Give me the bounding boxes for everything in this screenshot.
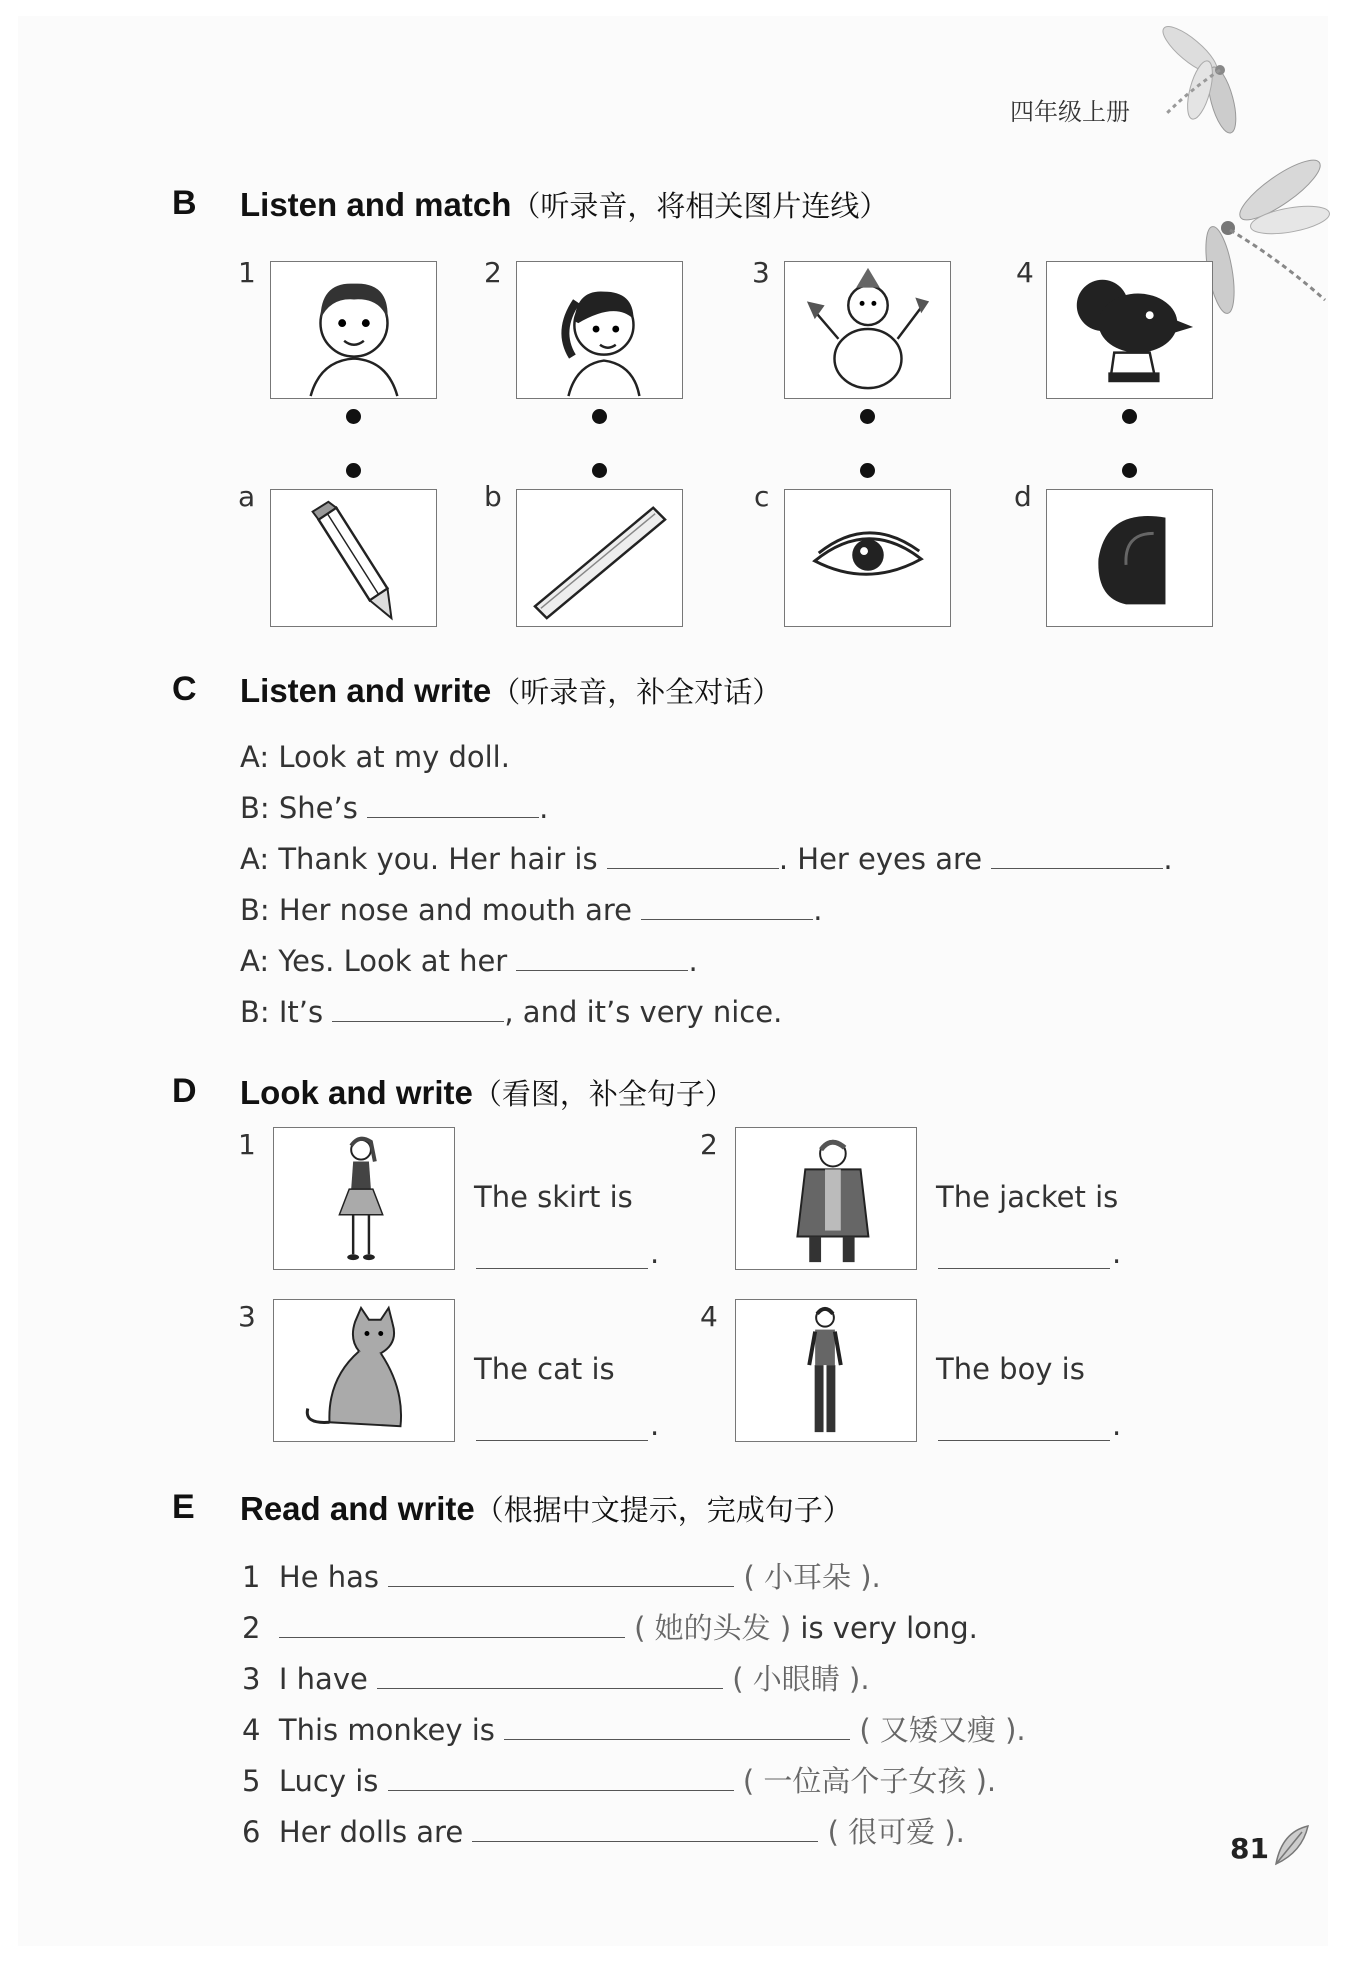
e-item-hint: ( 很可爱 ). [827,1815,965,1849]
match-num-1: 1 [238,256,256,289]
book-tag: 四年级上册 [1010,98,1130,126]
dragonfly-icon [1150,20,1260,150]
answer-blank[interactable] [516,946,688,971]
section-c-title-en: Listen and write [240,672,492,709]
section-b-letter: B [172,184,197,222]
answer-blank[interactable] [476,1438,648,1441]
answer-blank[interactable] [476,1266,648,1269]
boy-in-jacket-picture [735,1127,917,1270]
section-b-title-cn: （听录音，将相关图片连线） [511,189,889,223]
e-item-4 [242,1708,1026,1749]
d-period: . [650,1236,660,1270]
e-item-num: 4 [242,1713,261,1747]
match-dot[interactable] [346,409,361,424]
e-item-5 [242,1759,996,1800]
dialog-line-3 [240,842,1173,876]
section-b-title-en: Listen and match [240,186,512,223]
dialog-line-4 [240,893,822,927]
e-item-text: Lucy is [278,1764,379,1798]
dialog-text: . [688,944,698,978]
section-e-title-en: Read and write [240,1490,475,1527]
girl-in-skirt-icon [274,1128,454,1269]
girl-face-picture [516,261,683,399]
match-dot[interactable] [1122,463,1137,478]
d-item-num-3: 3 [238,1300,256,1333]
dialog-text: B: It’s [240,995,324,1029]
e-item-1 [242,1555,881,1596]
e-item-text: Her dolls are [278,1815,464,1849]
e-item-text: This monkey is [278,1713,495,1747]
eye-icon [785,490,950,626]
answer-blank[interactable] [367,793,539,818]
e-item-6 [242,1810,965,1851]
match-dot[interactable] [592,409,607,424]
dialog-text: A: Yes. Look at her [240,944,508,978]
match-dot[interactable] [860,463,875,478]
section-c-title-cn: （听录音，补全对话） [491,675,782,709]
e-item-num: 3 [242,1662,261,1696]
match-num-3: 3 [752,256,770,289]
dialog-line-2 [240,791,548,825]
section-e-title [240,1488,852,1529]
answer-blank[interactable] [388,1766,734,1791]
section-e-letter: E [172,1488,195,1526]
snowman-icon [785,262,950,398]
match-dot[interactable] [1122,409,1137,424]
e-item-hint: ( 她的头发 ) [634,1611,792,1645]
mouse-picture [1046,261,1213,399]
answer-blank[interactable] [607,844,779,869]
d-period: . [1112,1236,1122,1270]
e-item-num: 2 [242,1611,261,1645]
e-item-hint: ( 一位高个子女孩 ). [742,1764,997,1798]
e-item-2 [242,1606,978,1647]
ruler-picture [516,489,683,627]
boy-face-icon [271,262,436,398]
match-letter-c: c [754,480,770,513]
match-letter-d: d [1014,480,1032,513]
match-num-2: 2 [484,256,502,289]
pencil-picture [270,489,437,627]
answer-blank[interactable] [332,997,504,1022]
e-item-hint: ( 又矮又瘦 ). [859,1713,1026,1747]
answer-blank[interactable] [279,1613,625,1638]
d-caption-4: The boy is [936,1352,1085,1386]
answer-blank[interactable] [641,895,813,920]
e-item-3 [242,1657,870,1698]
snowman-picture [784,261,951,399]
match-dot[interactable] [860,409,875,424]
answer-blank[interactable] [388,1562,734,1587]
dialog-line-6 [240,995,782,1029]
e-item-num: 6 [242,1815,261,1849]
section-d-letter: D [172,1072,197,1110]
e-item-text: I have [278,1662,368,1696]
girl-face-icon [517,262,682,398]
d-item-num-4: 4 [700,1300,718,1333]
dialog-text: . Her eyes are [778,842,983,876]
ear-icon [1047,490,1212,626]
boy-face-picture [270,261,437,399]
e-item-text: is very long. [791,1611,978,1645]
answer-blank[interactable] [938,1266,1110,1269]
e-item-hint: ( 小耳朵 ). [743,1560,881,1594]
answer-blank[interactable] [377,1664,723,1689]
page-number: 81 [1230,1832,1269,1865]
dialog-text: B: She’s [240,791,358,825]
pencil-icon [271,490,436,626]
d-caption-1: The skirt is [474,1180,633,1214]
d-period: . [1112,1408,1122,1442]
leaf-icon [1272,1822,1312,1868]
match-dot[interactable] [346,463,361,478]
dialog-line-1: A: Look at my doll. [240,740,510,774]
answer-blank[interactable] [472,1817,818,1842]
standing-boy-icon [736,1300,916,1441]
answer-blank[interactable] [938,1438,1110,1441]
e-item-hint: ( 小眼睛 ). [732,1662,870,1696]
match-num-4: 4 [1016,256,1034,289]
answer-blank[interactable] [991,844,1163,869]
match-letter-b: b [484,480,502,513]
section-c-letter: C [172,670,197,708]
d-item-num-1: 1 [238,1128,256,1161]
d-caption-2: The jacket is [936,1180,1119,1214]
d-period: . [650,1408,660,1442]
d-caption-3: The cat is [474,1352,615,1386]
boy-in-jacket-icon [736,1128,916,1269]
e-item-num: 5 [242,1764,261,1798]
mouse-icon [1047,262,1212,398]
match-dot[interactable] [592,463,607,478]
e-item-num: 1 [242,1560,261,1594]
standing-boy-picture [735,1299,917,1442]
dialog-text: . [813,893,823,927]
section-d-title-en: Look and write [240,1074,473,1111]
e-item-text: He has [278,1560,380,1594]
eye-picture [784,489,951,627]
section-e-title-cn: （根据中文提示，完成句子） [474,1493,852,1527]
answer-blank[interactable] [504,1715,850,1740]
section-d-title-cn: （看图，补全句子） [472,1077,734,1111]
match-letter-a: a [238,480,256,513]
section-d-title [240,1072,734,1113]
section-c-title [240,670,781,711]
dialog-text: . [539,791,549,825]
section-b-title [240,184,888,225]
girl-in-skirt-picture [273,1127,455,1270]
cat-picture [273,1299,455,1442]
dialog-text: . [1163,842,1173,876]
ear-picture [1046,489,1213,627]
ruler-icon [517,490,682,626]
cat-icon [274,1300,454,1441]
dialog-line-5 [240,944,698,978]
d-item-num-2: 2 [700,1128,718,1161]
dialog-text: B: Her nose and mouth are [240,893,632,927]
dialog-text: , and it’s very nice. [504,995,783,1029]
dialog-text: A: Thank you. Her hair is [240,842,598,876]
